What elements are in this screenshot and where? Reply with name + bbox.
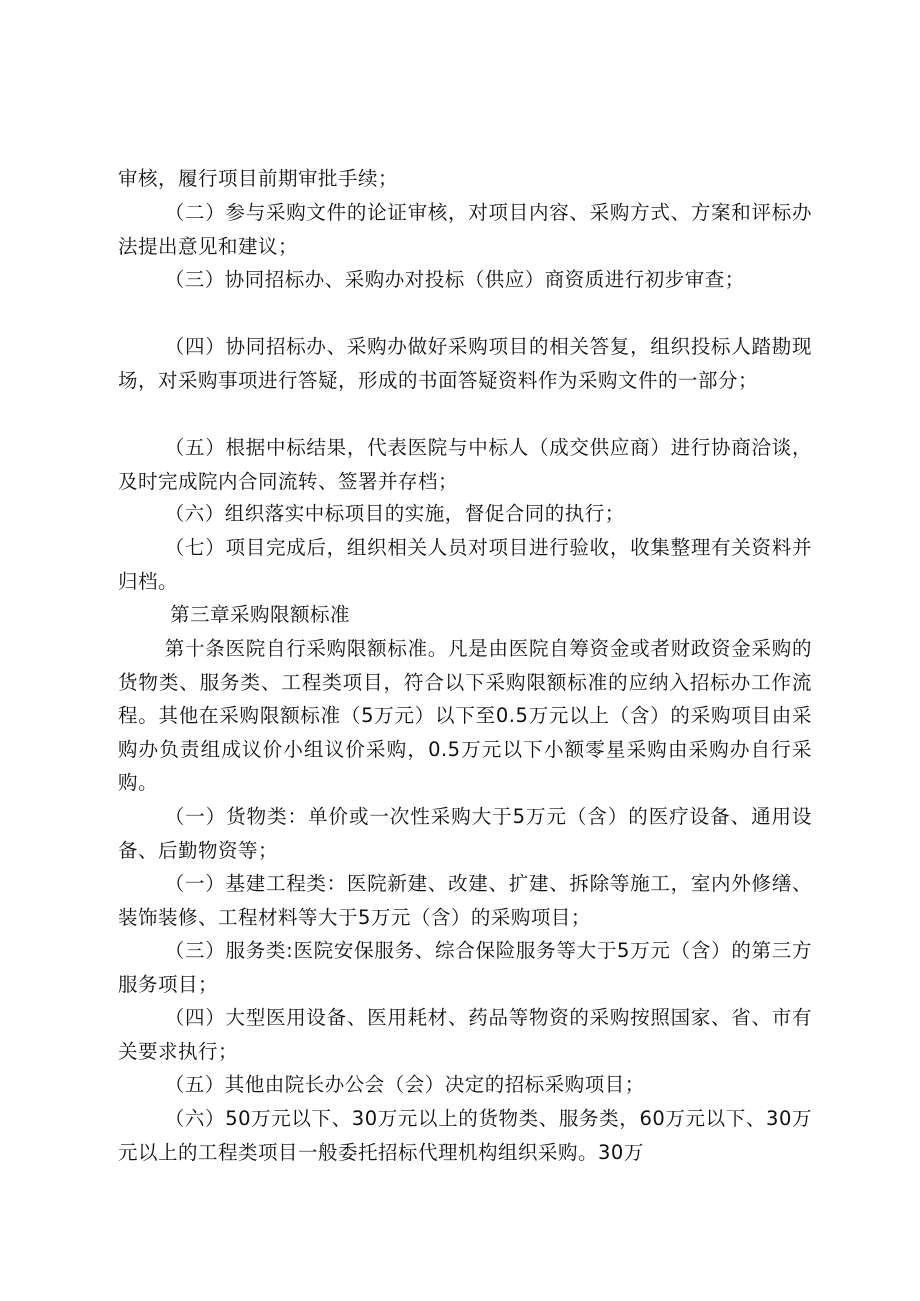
paragraph-continuation: 审核，履行项目前期审批手续； — [118, 167, 399, 190]
quota-item-services: （三）服务类:医院安保服务、综合保险服务等大于5万元（含）的第三方服务项目； — [118, 939, 812, 996]
quota-item-construction: （一）基建工程类：医院新建、改建、扩建、拆除等施工，室内外修缮、装饰装修、工程材料等大于5万元（含）的采购项目； — [118, 872, 812, 929]
quota-item-other: （五）其他由院长办公会（会）决定的招标采购项目； — [164, 1073, 645, 1096]
paragraph-item-2: （二）参与采购文件的论证审核，对项目内容、采购方式、方案和评标办法提出意见和建议； — [118, 201, 812, 258]
paragraph-item-7: （七）项目完成后，组织相关人员对项目进行验收，收集整理有关资料并归档。 — [118, 536, 812, 593]
quota-item-goods: （一）货物类：单价或一次性采购大于5万元（含）的医疗设备、通用设备、后勤物资等； — [118, 805, 812, 862]
paragraph-item-3: （三）协同招标办、采购办对投标（供应）商资质进行初步审查； — [164, 268, 745, 291]
chapter-heading: 第三章采购限额标准 — [170, 603, 351, 626]
paragraph-item-6: （六）组织落实中标项目的实施，督促合同的执行； — [164, 502, 625, 525]
paragraph-item-4: （四）协同招标办、采购办做好采购项目的相关答复，组织投标人踏勘现场，对采购事项进行答疑，形成的书面答疑资料作为采购文件的一部分； — [118, 335, 812, 392]
paragraph-item-5: （五）根据中标结果，代表医院与中标人（成交供应商）进行协商洽谈，及时完成院内合同流转、签署并存档； — [118, 436, 812, 493]
quota-item-agency: （六）50万元以下、30万元以上的货物类、服务类，60万元以下、30万元以上的工程类项目一般委托招标代理机构组织采购。30万 — [118, 1107, 812, 1164]
quota-item-medical: （四）大型医用设备、医用耗材、药品等物资的采购按照国家、省、市有关要求执行； — [118, 1006, 812, 1063]
article-10: 第十条医院自行采购限额标准。凡是由医院自筹资金或者财政资金采购的货物类、服务类、工程类项目，符合以下采购限额标准的应纳入招标办工作流程。其他在采购限额标准（5万元）以下至0.5万元以上（含）的采购项目由采购办负责组成议价小组议价采购，0.5万元以下小额零星采购由采购办自行采购。 — [118, 637, 812, 794]
